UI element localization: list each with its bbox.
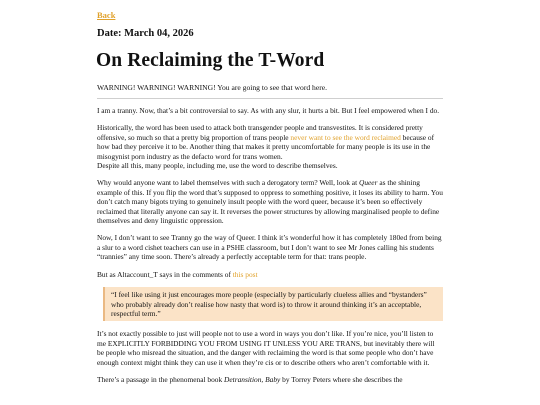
emphasis-book-title: Detransition, Baby xyxy=(224,374,281,384)
paragraph-7 xyxy=(97,375,443,384)
warning-text: WARNING! WARNING! WARNING! You are going to see that word here. xyxy=(97,83,328,92)
paragraph-text: Historically, the word has been used to attack both transgender people and transvestites. It is considered pretty offensive, so much so that a pretty big proportion of trans people xyxy=(97,123,423,142)
this-post-link[interactable]: this post xyxy=(232,269,258,279)
page-title: On Reclaiming the T-Word xyxy=(96,50,325,71)
paragraph-5 xyxy=(97,270,443,279)
paragraph-text: as the shining example of this. If you flip the word that’s supposed to oppress to something positive, it loses its ability to harm. You don’t catch many bigots trying to genuinely insult people with the word queer, because it’s been so effectively reclaimed that literally anyone can say it. It reverses the power structures by allowing marginalised people to define themselves and deny linguistic oppression. xyxy=(97,178,443,226)
emphasis-queer: Queer xyxy=(358,178,378,188)
post-date: Date: March 04, 2026 xyxy=(97,28,194,39)
paragraph-text: Why would anyone want to label themselves with such a derogatory term? Well, look at xyxy=(97,178,359,188)
blockquote: “I feel like using it just encourages more people (especially by particularly clueless allies and “bystanders” who probably already don’t realise how nasty that word is) to throw it around thinking it’s an acceptable, respectful term.” xyxy=(103,287,443,321)
paragraph-text: by Torrey Peters where she describes the xyxy=(280,374,403,384)
paragraph-text: Despite all this, many people, including me, use the word to describe themselves. xyxy=(97,161,338,171)
paragraph-4: Now, I don’t want to see Tranny go the way of Queer. I think it’s wonderful how it has completely 180ed from being a slur to a word cishet teachers can use in a PSHE classroom, but I don’t want to see Mr Jones calling his students “trannies” any time soon. There’s already a perfectly acceptable term for that: trans people. xyxy=(97,233,442,262)
paragraph-text: because of how bad they perceive it to be. Another thing that makes it pretty uncomfortable for many people is its use in the misogynist porn industry as the defacto word for trans women. xyxy=(97,132,435,161)
paragraph-3 xyxy=(97,178,443,225)
back-link[interactable]: Back xyxy=(97,10,116,20)
paragraph-2 xyxy=(97,123,443,170)
post-body xyxy=(97,106,443,392)
paragraph-1: I am a tranny. Now, that’s a bit controversial to say. As with any slur, it hurts a bit. But I feel empowered when I do. xyxy=(97,106,440,115)
paragraph-text: But as Altaccount_T says in the comments of xyxy=(97,269,233,279)
paragraph-text: There’s a passage in the phenomenal book xyxy=(97,374,225,384)
divider xyxy=(97,98,443,99)
paragraph-6: It’s not exactly possible to just will people not to use a word in ways you don’t like. If you’re nice, you’ll listen to me EXPLICITLY FORBIDDING YOU FROM USING IT UNLESS YOU ARE TRANS, but inevitably there will be people who misread the situation, and the danger with reclaiming the word is that some people who don’t have enough context might think they can use it when they’re cis or to describe others who aren’t comfortable with it. xyxy=(97,329,435,367)
reclaimed-link[interactable]: never want to see the word reclaimed xyxy=(290,132,401,142)
